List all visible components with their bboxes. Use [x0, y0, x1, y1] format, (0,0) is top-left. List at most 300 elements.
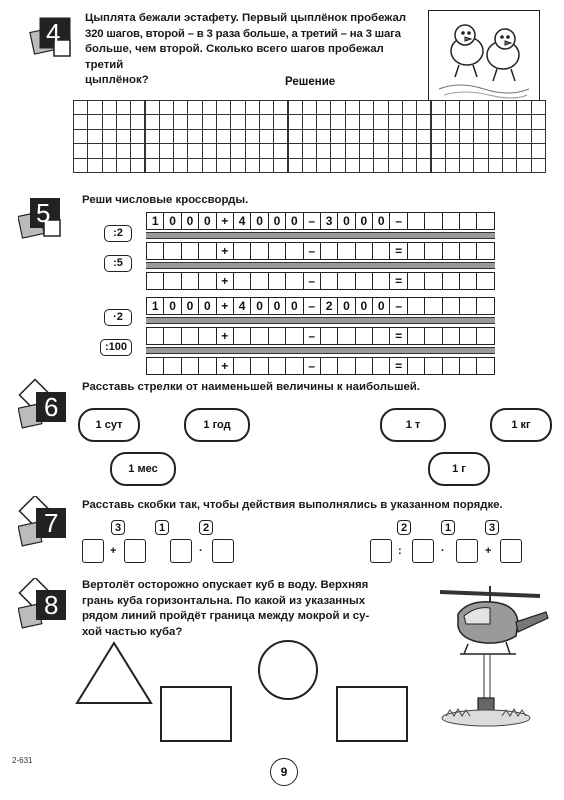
- solution-grid-cell[interactable]: [516, 143, 531, 158]
- crossword-cell[interactable]: [424, 327, 442, 345]
- number-box[interactable]: [82, 539, 104, 563]
- solution-grid-cell[interactable]: [230, 114, 245, 129]
- crossword-cell[interactable]: 0: [372, 212, 390, 230]
- crossword-cell[interactable]: [337, 357, 355, 375]
- solution-grid-cell[interactable]: [488, 100, 503, 115]
- crossword-cell[interactable]: [233, 242, 251, 260]
- number-box[interactable]: [500, 539, 522, 563]
- solution-grid-cell[interactable]: [116, 100, 131, 115]
- solution-grid-cell[interactable]: [102, 100, 117, 115]
- solution-grid-cell[interactable]: [259, 143, 274, 158]
- solution-grid-cell[interactable]: [516, 129, 531, 144]
- solution-grid-cell[interactable]: [345, 143, 360, 158]
- solution-grid-cell[interactable]: [187, 100, 202, 115]
- crossword-cell[interactable]: +: [216, 212, 234, 230]
- crossword-cell[interactable]: [320, 327, 338, 345]
- solution-grid-cell[interactable]: [516, 100, 531, 115]
- solution-grid-cell[interactable]: [202, 143, 217, 158]
- crossword-cell[interactable]: [372, 242, 390, 260]
- solution-grid-cell[interactable]: [216, 158, 231, 173]
- solution-grid-cell[interactable]: [330, 158, 345, 173]
- solution-grid-cell[interactable]: [488, 129, 503, 144]
- crossword-cell[interactable]: [163, 272, 181, 290]
- crossword-cell[interactable]: [355, 242, 373, 260]
- solution-grid-cell[interactable]: [359, 100, 374, 115]
- crossword-cell[interactable]: –: [303, 212, 321, 230]
- crossword-cell[interactable]: [407, 327, 425, 345]
- solution-grid-cell[interactable]: [159, 114, 174, 129]
- solution-grid-cell[interactable]: [473, 114, 488, 129]
- crossword-cell[interactable]: [268, 272, 286, 290]
- crossword-cell[interactable]: [355, 272, 373, 290]
- crossword-cell[interactable]: [250, 272, 268, 290]
- number-box[interactable]: [124, 539, 146, 563]
- crossword-cell[interactable]: [476, 272, 494, 290]
- solution-grid-cell[interactable]: [388, 100, 403, 115]
- crossword-cell[interactable]: [424, 212, 442, 230]
- solution-grid-cell[interactable]: [402, 114, 417, 129]
- solution-grid-cell[interactable]: [431, 129, 446, 144]
- number-box[interactable]: [212, 539, 234, 563]
- crossword-cell[interactable]: 0: [198, 297, 216, 315]
- number-box[interactable]: [456, 539, 478, 563]
- solution-grid-cell[interactable]: [202, 114, 217, 129]
- solution-grid-cell[interactable]: [316, 143, 331, 158]
- crossword-cell[interactable]: [268, 357, 286, 375]
- triangle-shape[interactable]: [74, 640, 154, 706]
- crossword-cell[interactable]: [250, 357, 268, 375]
- solution-grid-cell[interactable]: [87, 114, 102, 129]
- solution-grid-cell[interactable]: [531, 129, 546, 144]
- crossword-cell[interactable]: –: [303, 327, 321, 345]
- solution-grid-cell[interactable]: [502, 114, 517, 129]
- crossword-cell[interactable]: –: [303, 297, 321, 315]
- solution-grid-cell[interactable]: [388, 114, 403, 129]
- crossword-cell[interactable]: 0: [181, 297, 199, 315]
- crossword-cell[interactable]: [181, 327, 199, 345]
- crossword-cell[interactable]: +: [216, 242, 234, 260]
- solution-grid-cell[interactable]: [459, 158, 474, 173]
- solution-grid-cell[interactable]: [102, 129, 117, 144]
- solution-grid-cell[interactable]: [288, 158, 303, 173]
- solution-grid-cell[interactable]: [431, 158, 446, 173]
- crossword-cell[interactable]: [233, 272, 251, 290]
- solution-grid-cell[interactable]: [130, 158, 145, 173]
- solution-grid-cell[interactable]: [230, 129, 245, 144]
- solution-grid-cell[interactable]: [359, 129, 374, 144]
- crossword-cell[interactable]: +: [216, 327, 234, 345]
- solution-grid-cell[interactable]: [345, 129, 360, 144]
- solution-grid-cell[interactable]: [373, 114, 388, 129]
- solution-grid-cell[interactable]: [316, 129, 331, 144]
- crossword-cell[interactable]: =: [389, 357, 407, 375]
- crossword-cell[interactable]: [459, 327, 477, 345]
- solution-grid-cell[interactable]: [259, 100, 274, 115]
- solution-grid-cell[interactable]: [230, 100, 245, 115]
- crossword-cell[interactable]: [163, 242, 181, 260]
- crossword-cell[interactable]: [233, 357, 251, 375]
- cloud-label[interactable]: [428, 452, 490, 486]
- crossword-cell[interactable]: [459, 357, 477, 375]
- crossword-cell[interactable]: [181, 242, 199, 260]
- crossword-cell[interactable]: =: [389, 272, 407, 290]
- solution-grid-cell[interactable]: [230, 158, 245, 173]
- solution-grid-cell[interactable]: [73, 158, 88, 173]
- solution-grid-cell[interactable]: [316, 114, 331, 129]
- crossword-cell[interactable]: [337, 272, 355, 290]
- solution-grid-cell[interactable]: [359, 143, 374, 158]
- crossword-cell[interactable]: [181, 272, 199, 290]
- crossword-cell[interactable]: [250, 327, 268, 345]
- solution-grid-cell[interactable]: [502, 143, 517, 158]
- solution-grid-cell[interactable]: [202, 100, 217, 115]
- solution-grid-cell[interactable]: [216, 143, 231, 158]
- crossword-cell[interactable]: [442, 212, 460, 230]
- solution-grid-cell[interactable]: [288, 100, 303, 115]
- crossword-cell[interactable]: [407, 272, 425, 290]
- solution-grid-cell[interactable]: [259, 114, 274, 129]
- solution-grid-cell[interactable]: [130, 114, 145, 129]
- solution-grid-cell[interactable]: [473, 158, 488, 173]
- crossword-cell[interactable]: 0: [337, 212, 355, 230]
- crossword-cell[interactable]: [459, 272, 477, 290]
- crossword-cell[interactable]: [407, 242, 425, 260]
- crossword-cell[interactable]: [198, 242, 216, 260]
- solution-grid-cell[interactable]: [445, 143, 460, 158]
- solution-grid-cell[interactable]: [202, 158, 217, 173]
- crossword-cell[interactable]: [285, 242, 303, 260]
- crossword-cell[interactable]: 0: [250, 297, 268, 315]
- crossword-cell[interactable]: [320, 357, 338, 375]
- crossword-cell[interactable]: [198, 272, 216, 290]
- cloud-label[interactable]: [110, 452, 176, 486]
- solution-grid-cell[interactable]: [116, 114, 131, 129]
- solution-grid-cell[interactable]: [531, 114, 546, 129]
- solution-grid-cell[interactable]: [402, 143, 417, 158]
- solution-grid-cell[interactable]: [288, 129, 303, 144]
- crossword-cell[interactable]: –: [303, 357, 321, 375]
- solution-grid-cell[interactable]: [445, 114, 460, 129]
- number-box[interactable]: [170, 539, 192, 563]
- crossword-cell[interactable]: 0: [181, 212, 199, 230]
- solution-grid-cell[interactable]: [459, 129, 474, 144]
- solution-grid-cell[interactable]: [145, 129, 160, 144]
- solution-grid-cell[interactable]: [216, 100, 231, 115]
- crossword-cell[interactable]: [268, 242, 286, 260]
- crossword-cell[interactable]: [146, 357, 164, 375]
- solution-grid-cell[interactable]: [273, 129, 288, 144]
- crossword-cell[interactable]: 0: [285, 212, 303, 230]
- crossword-cell[interactable]: [372, 327, 390, 345]
- solution-grid-cell[interactable]: [130, 129, 145, 144]
- solution-grid-cell[interactable]: [302, 143, 317, 158]
- crossword-cell[interactable]: [146, 327, 164, 345]
- solution-grid-cell[interactable]: [345, 100, 360, 115]
- solution-grid-cell[interactable]: [330, 114, 345, 129]
- crossword-cell[interactable]: [355, 327, 373, 345]
- crossword-cell[interactable]: 3: [320, 212, 338, 230]
- solution-grid-cell[interactable]: [288, 143, 303, 158]
- solution-grid-cell[interactable]: [187, 129, 202, 144]
- solution-grid-cell[interactable]: [245, 129, 260, 144]
- solution-grid-cell[interactable]: [459, 143, 474, 158]
- solution-grid-cell[interactable]: [216, 114, 231, 129]
- solution-grid-cell[interactable]: [116, 158, 131, 173]
- crossword-cell[interactable]: 0: [372, 297, 390, 315]
- solution-grid-cell[interactable]: [245, 158, 260, 173]
- crossword-cell[interactable]: [198, 357, 216, 375]
- solution-grid-cell[interactable]: [488, 143, 503, 158]
- crossword-cell[interactable]: [146, 242, 164, 260]
- solution-grid-cell[interactable]: [531, 158, 546, 173]
- solution-grid-cell[interactable]: [245, 100, 260, 115]
- solution-grid-cell[interactable]: [187, 114, 202, 129]
- solution-grid-cell[interactable]: [187, 143, 202, 158]
- solution-grid-cell[interactable]: [259, 129, 274, 144]
- solution-grid-cell[interactable]: [431, 100, 446, 115]
- solution-grid-cell[interactable]: [116, 143, 131, 158]
- solution-grid-cell[interactable]: [202, 129, 217, 144]
- solution-grid-cell[interactable]: [345, 158, 360, 173]
- crossword-cell[interactable]: [476, 327, 494, 345]
- solution-grid-cell[interactable]: [373, 158, 388, 173]
- solution-grid-cell[interactable]: [488, 114, 503, 129]
- crossword-cell[interactable]: +: [216, 357, 234, 375]
- cloud-label[interactable]: [380, 408, 446, 442]
- cloud-label[interactable]: [490, 408, 552, 442]
- solution-grid-cell[interactable]: [473, 129, 488, 144]
- crossword-cell[interactable]: [424, 242, 442, 260]
- crossword-cell[interactable]: –: [389, 297, 407, 315]
- solution-grid-cell[interactable]: [173, 143, 188, 158]
- solution-grid-cell[interactable]: [145, 114, 160, 129]
- square-shape[interactable]: [336, 686, 408, 742]
- solution-grid-cell[interactable]: [373, 129, 388, 144]
- crossword-cell[interactable]: [181, 357, 199, 375]
- crossword-cell[interactable]: 2: [320, 297, 338, 315]
- crossword-cell[interactable]: 0: [355, 212, 373, 230]
- solution-grid-cell[interactable]: [187, 158, 202, 173]
- crossword-cell[interactable]: 0: [285, 297, 303, 315]
- crossword-cell[interactable]: [320, 242, 338, 260]
- solution-grid-cell[interactable]: [388, 143, 403, 158]
- solution-grid-cell[interactable]: [330, 100, 345, 115]
- solution-grid-cell[interactable]: [531, 143, 546, 158]
- crossword-cell[interactable]: 0: [250, 212, 268, 230]
- crossword-cell[interactable]: [285, 327, 303, 345]
- crossword-cell[interactable]: [407, 297, 425, 315]
- crossword-cell[interactable]: 4: [233, 297, 251, 315]
- solution-grid-cell[interactable]: [473, 100, 488, 115]
- crossword-cell[interactable]: [459, 297, 477, 315]
- crossword-cell[interactable]: 1: [146, 212, 164, 230]
- crossword-cell[interactable]: 1: [146, 297, 164, 315]
- solution-grid-cell[interactable]: [416, 114, 431, 129]
- solution-grid-cell[interactable]: [145, 143, 160, 158]
- solution-grid-cell[interactable]: [130, 143, 145, 158]
- solution-grid-cell[interactable]: [416, 158, 431, 173]
- solution-grid-cell[interactable]: [330, 143, 345, 158]
- cloud-label[interactable]: [78, 408, 140, 442]
- crossword-cell[interactable]: [424, 357, 442, 375]
- solution-grid-cell[interactable]: [502, 158, 517, 173]
- crossword-cell[interactable]: [163, 327, 181, 345]
- crossword-cell[interactable]: [442, 297, 460, 315]
- solution-grid-cell[interactable]: [230, 143, 245, 158]
- number-box[interactable]: [412, 539, 434, 563]
- solution-grid-cell[interactable]: [373, 143, 388, 158]
- solution-grid-cell[interactable]: [87, 158, 102, 173]
- solution-grid-cell[interactable]: [373, 100, 388, 115]
- solution-grid-cell[interactable]: [445, 129, 460, 144]
- solution-grid-cell[interactable]: [116, 129, 131, 144]
- solution-grid-cell[interactable]: [330, 129, 345, 144]
- crossword-cell[interactable]: 0: [163, 212, 181, 230]
- solution-grid-cell[interactable]: [73, 129, 88, 144]
- solution-grid-cell[interactable]: [388, 129, 403, 144]
- solution-grid-cell[interactable]: [502, 129, 517, 144]
- solution-grid-cell[interactable]: [302, 158, 317, 173]
- crossword-cell[interactable]: [146, 272, 164, 290]
- solution-grid-cell[interactable]: [87, 129, 102, 144]
- crossword-cell[interactable]: =: [389, 242, 407, 260]
- crossword-cell[interactable]: [337, 327, 355, 345]
- crossword-cell[interactable]: 0: [198, 212, 216, 230]
- crossword-cell[interactable]: [424, 272, 442, 290]
- solution-grid-cell[interactable]: [216, 129, 231, 144]
- solution-grid-cell[interactable]: [316, 158, 331, 173]
- solution-grid-cell[interactable]: [259, 158, 274, 173]
- crossword-cell[interactable]: 0: [268, 212, 286, 230]
- crossword-cell[interactable]: [268, 327, 286, 345]
- solution-grid-cell[interactable]: [516, 114, 531, 129]
- solution-grid-cell[interactable]: [159, 100, 174, 115]
- crossword-cell[interactable]: –: [303, 242, 321, 260]
- solution-grid-cell[interactable]: [531, 100, 546, 115]
- solution-grid-cell[interactable]: [345, 114, 360, 129]
- solution-grid-cell[interactable]: [502, 100, 517, 115]
- solution-grid-cell[interactable]: [302, 114, 317, 129]
- solution-grid-cell[interactable]: [416, 143, 431, 158]
- solution-grid-cell[interactable]: [102, 143, 117, 158]
- solution-grid-cell[interactable]: [402, 158, 417, 173]
- crossword-cell[interactable]: [285, 272, 303, 290]
- crossword-cell[interactable]: [337, 242, 355, 260]
- crossword-cell[interactable]: [372, 357, 390, 375]
- crossword-cell[interactable]: [442, 327, 460, 345]
- solution-grid-cell[interactable]: [459, 114, 474, 129]
- solution-grid-cell[interactable]: [245, 143, 260, 158]
- crossword-cell[interactable]: [233, 327, 251, 345]
- solution-grid-cell[interactable]: [359, 158, 374, 173]
- solution-grid-cell[interactable]: [416, 129, 431, 144]
- crossword-cell[interactable]: [250, 242, 268, 260]
- crossword-cell[interactable]: [424, 297, 442, 315]
- solution-grid-cell[interactable]: [473, 143, 488, 158]
- solution-grid-cell[interactable]: [87, 100, 102, 115]
- crossword-cell[interactable]: [476, 242, 494, 260]
- crossword-cell[interactable]: 4: [233, 212, 251, 230]
- crossword-cell[interactable]: [198, 327, 216, 345]
- solution-grid-cell[interactable]: [173, 158, 188, 173]
- crossword-cell[interactable]: [476, 212, 494, 230]
- solution-grid-cell[interactable]: [431, 114, 446, 129]
- circle-shape[interactable]: [256, 638, 320, 702]
- solution-grid-cell[interactable]: [516, 158, 531, 173]
- crossword-cell[interactable]: –: [303, 272, 321, 290]
- solution-grid-cell[interactable]: [273, 158, 288, 173]
- solution-grid-cell[interactable]: [402, 129, 417, 144]
- solution-grid-cell[interactable]: [159, 129, 174, 144]
- solution-grid-cell[interactable]: [359, 114, 374, 129]
- crossword-cell[interactable]: 0: [268, 297, 286, 315]
- solution-grid-cell[interactable]: [245, 114, 260, 129]
- solution-grid-cell[interactable]: [73, 143, 88, 158]
- solution-grid-cell[interactable]: [273, 100, 288, 115]
- crossword-cell[interactable]: 0: [355, 297, 373, 315]
- crossword-cell[interactable]: [407, 357, 425, 375]
- solution-grid-cell[interactable]: [145, 100, 160, 115]
- crossword-cell[interactable]: +: [216, 272, 234, 290]
- solution-grid-cell[interactable]: [488, 158, 503, 173]
- solution-grid-cell[interactable]: [173, 129, 188, 144]
- square-shape[interactable]: [160, 686, 232, 742]
- crossword-cell[interactable]: [407, 212, 425, 230]
- solution-grid-cell[interactable]: [273, 114, 288, 129]
- solution-grid-cell[interactable]: [302, 129, 317, 144]
- solution-grid-cell[interactable]: [273, 143, 288, 158]
- number-box[interactable]: [370, 539, 392, 563]
- crossword-cell[interactable]: [459, 212, 477, 230]
- crossword-cell[interactable]: [372, 272, 390, 290]
- solution-grid-cell[interactable]: [388, 158, 403, 173]
- crossword-cell[interactable]: [285, 357, 303, 375]
- solution-grid-cell[interactable]: [159, 158, 174, 173]
- crossword-cell[interactable]: 0: [337, 297, 355, 315]
- solution-grid-cell[interactable]: [173, 100, 188, 115]
- solution-grid-cell[interactable]: [316, 100, 331, 115]
- crossword-cell[interactable]: [355, 357, 373, 375]
- solution-grid-cell[interactable]: [431, 143, 446, 158]
- solution-grid-cell[interactable]: [87, 143, 102, 158]
- solution-grid-cell[interactable]: [102, 158, 117, 173]
- crossword-cell[interactable]: [476, 297, 494, 315]
- crossword-cell[interactable]: [442, 357, 460, 375]
- crossword-cell[interactable]: =: [389, 327, 407, 345]
- crossword-cell[interactable]: [163, 357, 181, 375]
- crossword-cell[interactable]: [442, 242, 460, 260]
- crossword-cell[interactable]: [320, 272, 338, 290]
- solution-grid-cell[interactable]: [445, 100, 460, 115]
- crossword-cell[interactable]: 0: [163, 297, 181, 315]
- solution-grid-cell[interactable]: [459, 100, 474, 115]
- solution-grid-cell[interactable]: [130, 100, 145, 115]
- solution-grid-cell[interactable]: [302, 100, 317, 115]
- solution-grid-cell[interactable]: [73, 100, 88, 115]
- crossword-cell[interactable]: [459, 242, 477, 260]
- solution-grid-cell[interactable]: [416, 100, 431, 115]
- cloud-label[interactable]: [184, 408, 250, 442]
- solution-grid-cell[interactable]: [445, 158, 460, 173]
- solution-grid-cell[interactable]: [73, 114, 88, 129]
- crossword-cell[interactable]: +: [216, 297, 234, 315]
- solution-grid-cell[interactable]: [288, 114, 303, 129]
- crossword-cell[interactable]: [476, 357, 494, 375]
- solution-grid-cell[interactable]: [159, 143, 174, 158]
- solution-grid-cell[interactable]: [145, 158, 160, 173]
- solution-grid-cell[interactable]: [102, 114, 117, 129]
- solution-grid-cell[interactable]: [402, 100, 417, 115]
